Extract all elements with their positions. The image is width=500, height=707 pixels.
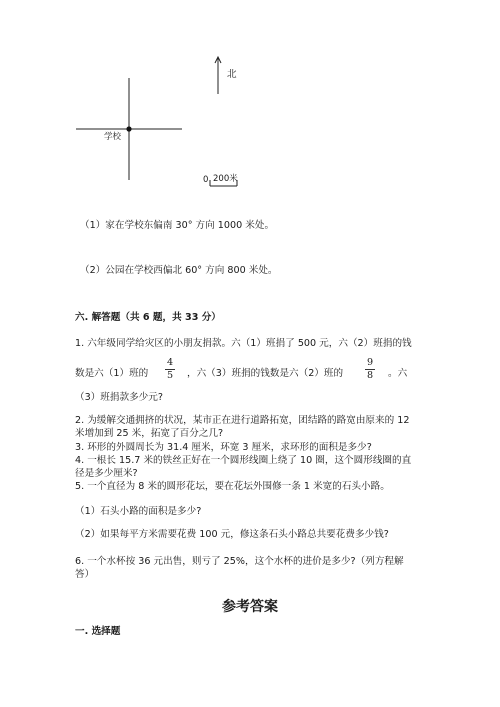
section-six-title: 六. 解答题（共 6 题，共 33 分） <box>75 312 221 323</box>
question-6-line-2: 答） <box>75 569 95 580</box>
question-4-line-2: 径是多少厘米? <box>75 468 138 479</box>
fraction-2-numerator: 9 <box>366 357 374 368</box>
map-diagram <box>0 0 500 200</box>
question-1-line-2a: 数是六（1）班的 <box>75 368 149 379</box>
question-2-line-2: 米增加到 25 米，拓宽了百分之几? <box>75 428 224 439</box>
answers-section-one-title: 一. 选择题 <box>75 626 121 637</box>
fraction-2-denominator: 8 <box>366 370 374 381</box>
question-1-line-3: （3）班捐款多少元? <box>75 392 163 403</box>
scale-distance-label: 200米 <box>213 174 238 184</box>
north-arrow-icon <box>215 57 221 94</box>
answers-title: 参考答案 <box>222 599 278 615</box>
question-1-line-2b: ，六（3）班捐的钱数是六（2）班的 <box>187 368 344 379</box>
home-location-statement: （1）家在学校东偏南 30° 方向 1000 米处。 <box>80 220 275 231</box>
fraction-1-denominator: 5 <box>166 370 174 381</box>
question-5-sub-2: （2）如果每平方米需要花费 100 元，修这条石头小路总共要花费多少钱? <box>75 529 389 540</box>
question-5-sub-1: （1）石头小路的面积是多少? <box>75 506 202 517</box>
scale-zero-label: 0 <box>203 175 209 185</box>
question-6-line-1: 6. 一个水杯按 36 元出售，则亏了 25%，这个水杯的进价是多少?（列方程解 <box>75 556 404 567</box>
question-1-line-2c: 。六 <box>388 368 408 379</box>
question-1-line-1: 1. 六年级同学给灾区的小朋友捐款。六（1）班捐了 500 元，六（2）班捐的钱 <box>75 338 412 349</box>
school-point <box>126 126 131 131</box>
park-location-statement: （2）公园在学校西偏北 60° 方向 800 米处。 <box>80 265 278 276</box>
school-label: 学校 <box>104 132 122 142</box>
question-3: 3. 环形的外圆周长为 31.4 厘米，环宽 3 厘米，求环形的面积是多少? <box>75 442 372 453</box>
question-2-line-1: 2. 为缓解交通拥挤的状况，某市正在进行道路拓宽，团结路的路宽由原来的 12 <box>75 415 410 426</box>
fraction-nine-eighths <box>362 357 378 382</box>
fraction-four-fifths <box>162 357 178 382</box>
fraction-1-numerator: 4 <box>166 357 174 368</box>
north-label: 北 <box>227 69 237 80</box>
question-5: 5. 一个直径为 8 米的圆形花坛，要在花坛外围修一条 1 米宽的石头小路。 <box>75 481 390 492</box>
question-4-line-1: 4. 一根长 15.7 米的铁丝正好在一个圆形线圈上绕了 10 圈，这个圆形线圈的直 <box>75 455 412 466</box>
